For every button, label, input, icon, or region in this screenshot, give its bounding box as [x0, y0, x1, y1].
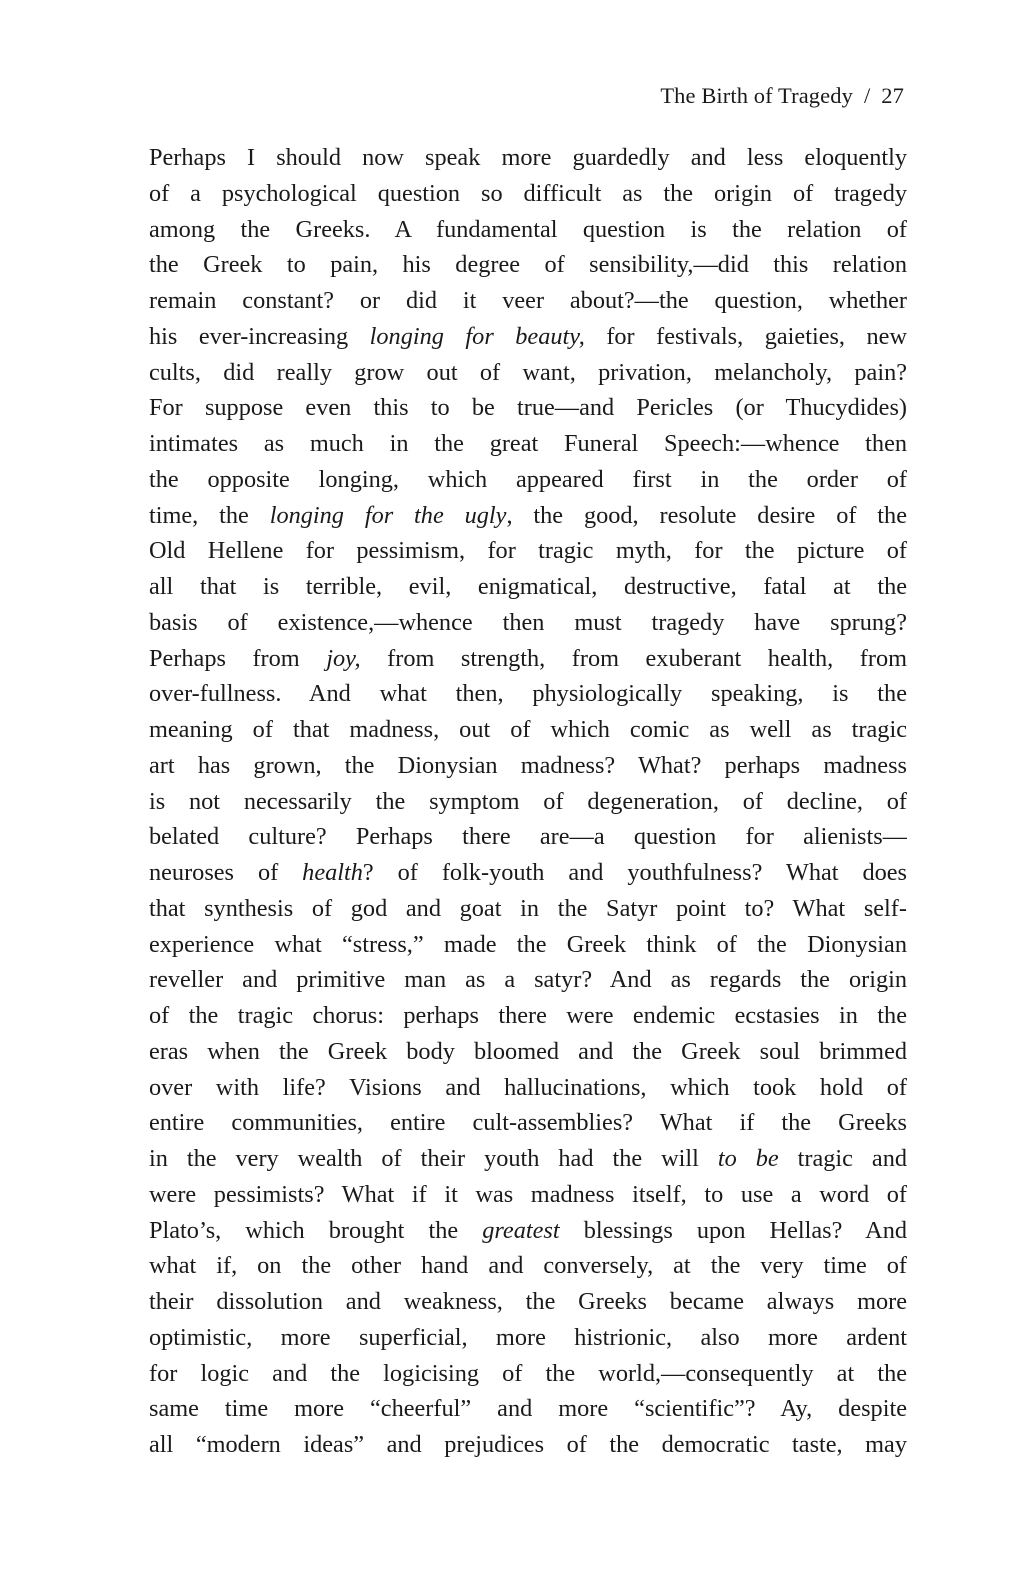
- text-line: [149, 1034, 907, 1070]
- text-run: the Greek to pain, his degree of sensibility,—did this relation: [149, 251, 907, 279]
- text-line: [149, 319, 907, 355]
- text-run: all “modern ideas” and prejudices of the democratic taste, may: [149, 1431, 907, 1458]
- italic-phrase: to be: [717, 1145, 779, 1172]
- text-run: blessings upon Hellas? And: [559, 1216, 907, 1244]
- text-line: [149, 247, 907, 283]
- italic-phrase: greatest: [482, 1216, 560, 1244]
- text-run: what if, on the other hand and conversely, at the very time of: [149, 1252, 907, 1280]
- text-line: [149, 533, 907, 569]
- text-line: [149, 498, 907, 534]
- text-run: meaning of that madness, out of which comic as well as tragic: [149, 716, 907, 743]
- text-run: basis of existence,—whence then must tragedy have sprung?: [149, 608, 907, 636]
- text-line: [149, 462, 907, 498]
- italic-phrase: longing for the ugly: [269, 501, 507, 529]
- text-run: neuroses of: [149, 859, 303, 886]
- text-run: of the tragic chorus: perhaps there were endemic ecstasies in the: [149, 1002, 907, 1029]
- page-number: 27: [881, 83, 904, 108]
- body-text: [149, 140, 907, 1463]
- text-run: optimistic, more superficial, more histrionic, also more ardent: [149, 1323, 907, 1351]
- text-run: the opposite longing, which appeared first in the order of: [149, 465, 907, 493]
- text-line: [149, 962, 907, 998]
- text-line: [149, 676, 907, 712]
- text-line: [149, 891, 907, 927]
- text-run: of a psychological question so difficult as the origin of tragedy: [149, 179, 907, 207]
- text-line: [149, 784, 907, 820]
- italic-phrase: health: [302, 859, 363, 886]
- text-line: [149, 1320, 907, 1356]
- text-run: for logic and the logicising of the world,—consequently at the: [149, 1359, 907, 1387]
- text-line: [149, 748, 907, 784]
- text-run: same time more “cheerful” and more “scientific”? Ay, despite: [149, 1395, 907, 1423]
- text-run: cults, did really grow out of want, privation, melancholy, pain?: [149, 358, 907, 386]
- text-run: over with life? Visions and hallucinations, which took hold of: [149, 1073, 907, 1101]
- text-run: , the good, resolute desire of the: [506, 501, 907, 529]
- text-run: eras when the Greek body bloomed and the Greek soul brimmed: [149, 1037, 907, 1065]
- text-run: that synthesis of god and goat in the Satyr point to? What self-: [149, 894, 907, 922]
- text-line: [149, 176, 907, 212]
- text-line: [149, 212, 907, 248]
- text-line: [149, 1070, 907, 1106]
- italic-phrase: joy,: [326, 644, 361, 672]
- text-run: For suppose even this to be true—and Pericles (or Thucydides): [149, 394, 907, 422]
- text-run: among the Greeks. A fundamental question is the relation of: [149, 215, 907, 243]
- text-run: were pessimists? What if it was madness itself, to use a word of: [149, 1180, 907, 1208]
- text-run: belated culture? Perhaps there are—a question for alienists—: [149, 823, 907, 851]
- text-run: tragic and: [778, 1145, 907, 1172]
- text-run: time, the: [149, 501, 270, 529]
- text-run: intimates as much in the great Funeral Speech:—whence then: [149, 430, 907, 457]
- text-run: is not necessarily the symptom of degeneration, of decline, of: [149, 787, 907, 815]
- text-run: ? of folk-youth and youthfulness? What does: [362, 859, 907, 886]
- text-line: [149, 1427, 907, 1463]
- text-run: remain constant? or did it veer about?—the question, whether: [149, 287, 907, 314]
- text-line: [149, 283, 907, 319]
- text-run: all that is terrible, evil, enigmatical, destructive, fatal at the: [149, 573, 907, 600]
- text-line: [149, 1248, 907, 1284]
- text-run: from strength, from exuberant health, from: [360, 644, 907, 672]
- text-line: [149, 998, 907, 1034]
- text-line: [149, 712, 907, 748]
- text-run: art has grown, the Dionysian madness? What? perhaps madness: [149, 751, 907, 779]
- text-run: experience what “stress,” made the Greek think of the Dionysian: [149, 930, 907, 958]
- text-run: Old Hellene for pessimism, for tragic myth, for the picture of: [149, 537, 907, 565]
- text-line: [149, 390, 907, 426]
- text-line: [149, 1177, 907, 1213]
- text-run: their dissolution and weakness, the Greeks became always more: [149, 1288, 907, 1315]
- text-line: [149, 1391, 907, 1427]
- text-line: [149, 1284, 907, 1320]
- header-separator: /: [863, 83, 871, 108]
- text-run: Perhaps from: [149, 644, 327, 672]
- text-run: his ever-increasing: [149, 322, 370, 350]
- text-line: [149, 927, 907, 963]
- text-run: reveller and primitive man as a satyr? And as regards the origin: [149, 966, 907, 994]
- text-run: for festivals, gaieties, new: [584, 322, 907, 350]
- book-title: The Birth of Tragedy: [660, 83, 853, 108]
- text-run: Perhaps I should now speak more guardedly and less eloquently: [149, 144, 907, 171]
- text-line: [149, 1213, 907, 1249]
- text-line: [149, 641, 907, 677]
- text-line: [149, 605, 907, 641]
- running-head: [660, 82, 904, 110]
- text-line: [149, 1105, 907, 1141]
- text-run: entire communities, entire cult-assemblies? What if the Greeks: [149, 1109, 907, 1137]
- text-line: [149, 140, 907, 176]
- text-line: [149, 426, 907, 462]
- text-line: [149, 1356, 907, 1392]
- text-run: in the very wealth of their youth had the will: [149, 1145, 718, 1172]
- text-line: [149, 355, 907, 391]
- text-run: over-fullness. And what then, physiologically speaking, is the: [149, 680, 907, 708]
- text-line: [149, 819, 907, 855]
- text-line: [149, 855, 907, 891]
- text-line: [149, 1141, 907, 1177]
- text-run: Plato’s, which brought the: [149, 1216, 483, 1244]
- text-line: [149, 569, 907, 605]
- italic-phrase: longing for beauty,: [369, 322, 585, 350]
